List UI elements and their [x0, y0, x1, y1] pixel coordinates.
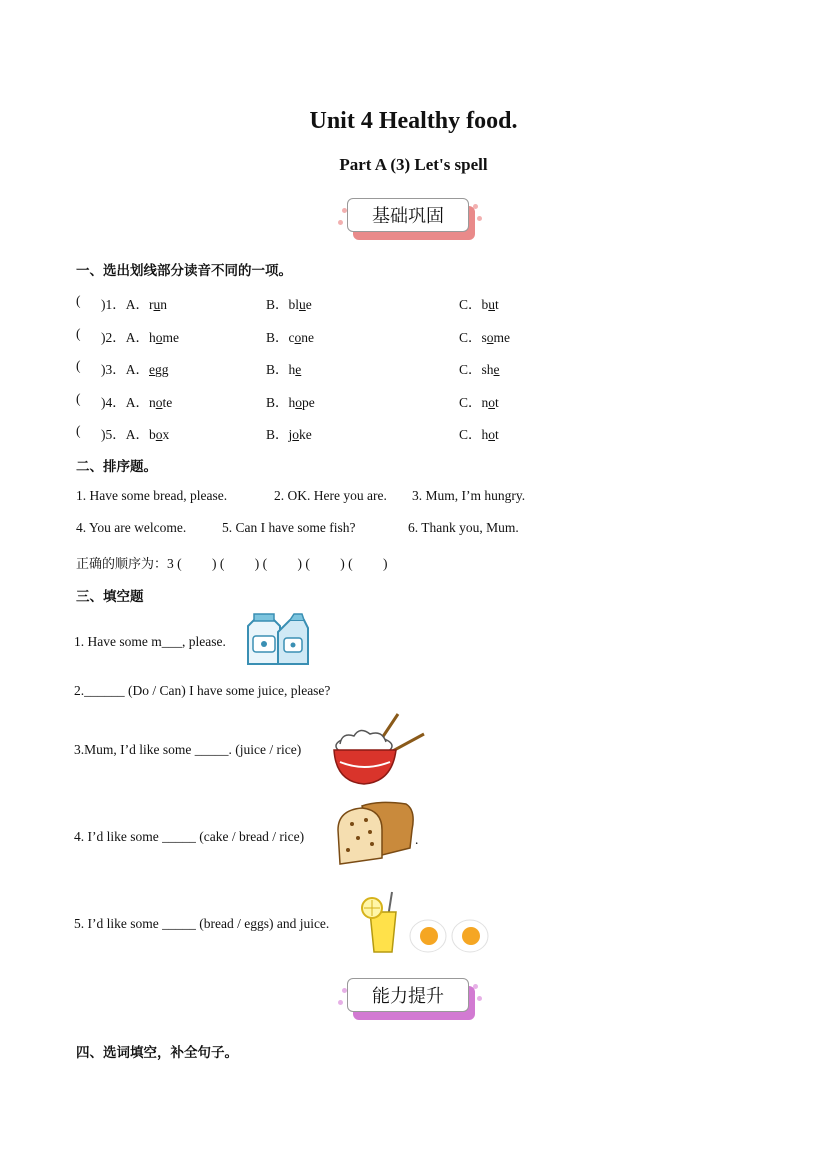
word-part: ke: [299, 427, 312, 442]
underlined-letter: o: [295, 395, 303, 410]
underlined-letter: e: [493, 362, 500, 377]
sentence-1: 1. Have some bread, please.: [76, 488, 228, 503]
answer-blank[interactable]: [76, 326, 81, 342]
underlined-letter: e: [295, 362, 302, 377]
word-part: bl: [288, 297, 300, 312]
banner-label: 基础巩固: [347, 198, 469, 232]
decor-dot: [342, 988, 347, 993]
word-part: sh: [481, 362, 494, 377]
section4-heading: 四、选词填空，补全句子。: [76, 1045, 238, 1061]
underlined-letter: o: [155, 395, 163, 410]
open-paren: (: [76, 326, 81, 341]
option-label: C．: [459, 330, 482, 345]
decor-dot: [477, 996, 482, 1001]
section1-heading: 一、选出划线部分读音不同的一项。: [76, 263, 292, 279]
answer-blank[interactable]: [76, 358, 81, 374]
question-number: )4．A．: [101, 395, 149, 410]
option-label: C．: [459, 297, 482, 312]
order-blanks[interactable]: 3 ( ) ( ) ( ) ( ) ( ): [167, 556, 388, 571]
underlined-letter: o: [155, 330, 163, 345]
sentence-2: 2. OK. Here you are.: [274, 488, 387, 503]
bread-loaf-icon: [332, 800, 419, 868]
word-part: h: [149, 330, 156, 345]
option-c[interactable]: [459, 391, 499, 411]
answer-blank[interactable]: [76, 423, 81, 439]
sentence-4: 4. You are welcome.: [76, 520, 187, 535]
question-number: )2．A．: [101, 330, 149, 345]
rice-bowl-icon: [330, 710, 428, 790]
option-b[interactable]: [266, 423, 312, 443]
option-label: C．: [459, 362, 482, 377]
decor-dot: [342, 208, 347, 213]
word-part: j: [288, 427, 293, 442]
section2-heading: 二、排序题。: [76, 459, 157, 475]
option-c[interactable]: [459, 358, 500, 378]
word-part: s: [481, 330, 487, 345]
option-b[interactable]: [266, 391, 315, 411]
word-part: me: [493, 330, 511, 345]
option-b[interactable]: [266, 293, 312, 313]
fill-question-2[interactable]: 2.______ (Do / Can) I have some juice, please?: [74, 683, 331, 698]
underlined-letter: o: [294, 330, 302, 345]
underlined-letter: o: [292, 427, 300, 442]
option-a[interactable]: [101, 358, 169, 378]
fill-question-5[interactable]: 5. I’d like some _____ (bread / eggs) and juice.: [74, 916, 330, 931]
section3-heading: 三、填空题: [76, 589, 144, 605]
decor-dot: [473, 984, 478, 989]
option-label: B．: [266, 427, 289, 442]
option-c[interactable]: [459, 423, 499, 443]
open-paren: (: [76, 358, 81, 373]
underlined-letter: e: [149, 362, 155, 377]
sentence-3: 3. Mum, I’m hungry.: [412, 488, 526, 503]
word-part: h: [288, 395, 296, 410]
underlined-letter: o: [488, 427, 496, 442]
fill-question-1[interactable]: 1. Have some m___, please.: [74, 634, 226, 649]
answer-blank[interactable]: [76, 391, 81, 407]
underlined-letter: u: [153, 297, 161, 312]
underlined-letter: o: [486, 330, 494, 345]
word-part: me: [162, 330, 179, 345]
word-part: e: [305, 297, 312, 312]
word-part: b: [481, 297, 489, 312]
word-part: n: [481, 395, 489, 410]
answer-blank[interactable]: [76, 293, 81, 309]
word-part: n: [160, 297, 167, 312]
word-part: x: [162, 427, 170, 442]
option-label: C．: [459, 427, 482, 442]
word-part: h: [481, 427, 489, 442]
question-number: )3．A．: [101, 362, 149, 377]
word-part: t: [495, 427, 499, 442]
milk-cartons-icon: [244, 612, 312, 668]
question-number: )1．A．: [101, 297, 149, 312]
word-part: ne: [301, 330, 315, 345]
option-label: B．: [266, 297, 289, 312]
open-paren: (: [76, 391, 81, 406]
underlined-letter: o: [488, 395, 496, 410]
word-part: te: [162, 395, 173, 410]
order-answer-line: [76, 553, 387, 572]
option-c[interactable]: [459, 326, 510, 346]
option-label: B．: [266, 330, 289, 345]
fill-question-4[interactable]: 4. I’d like some _____ (cake / bread / rice): [74, 829, 305, 844]
word-part: gg: [155, 362, 169, 377]
word-part: t: [495, 395, 499, 410]
order-label: 正确的顺序为：: [76, 557, 168, 572]
option-a[interactable]: [101, 391, 172, 411]
option-label: B．: [266, 395, 289, 410]
word-part: n: [149, 395, 156, 410]
sentence-6: 6. Thank you, Mum.: [408, 520, 519, 535]
word-part: h: [288, 362, 296, 377]
decor-dot: [473, 204, 478, 209]
option-b[interactable]: [266, 358, 301, 378]
option-label: B．: [266, 362, 289, 377]
word-part: b: [149, 427, 156, 442]
option-a[interactable]: [101, 326, 179, 346]
banner-label: 能力提升: [347, 978, 469, 1012]
word-part: t: [495, 297, 499, 312]
word-part: c: [288, 330, 295, 345]
option-label: C．: [459, 395, 482, 410]
section-banner-basics: [347, 198, 481, 242]
option-c[interactable]: [459, 293, 499, 313]
option-b[interactable]: [266, 326, 314, 346]
underlined-letter: o: [155, 427, 163, 442]
word-part: pe: [302, 395, 315, 410]
question-4-trailing-dot: .: [415, 832, 419, 847]
decor-dot: [338, 1000, 343, 1005]
underlined-letter: u: [299, 297, 306, 312]
sentence-5: 5. Can I have some fish?: [222, 520, 356, 535]
open-paren: (: [76, 423, 81, 438]
decor-dot: [338, 220, 343, 225]
option-a[interactable]: [101, 423, 169, 443]
underlined-letter: u: [488, 297, 496, 312]
decor-dot: [477, 216, 482, 221]
word-part: r: [149, 297, 154, 312]
fill-question-3[interactable]: 3.Mum, I’d like some _____. (juice / rice): [74, 742, 302, 757]
page-subtitle: Part A (3) Let's spell: [339, 155, 488, 174]
open-paren: (: [76, 293, 81, 308]
fried-eggs-icon: [408, 914, 492, 956]
option-a[interactable]: [101, 293, 167, 313]
page-title: Unit 4 Healthy food.: [309, 108, 518, 134]
section-banner-improvement: [347, 978, 481, 1022]
question-number: )5．A．: [101, 427, 149, 442]
